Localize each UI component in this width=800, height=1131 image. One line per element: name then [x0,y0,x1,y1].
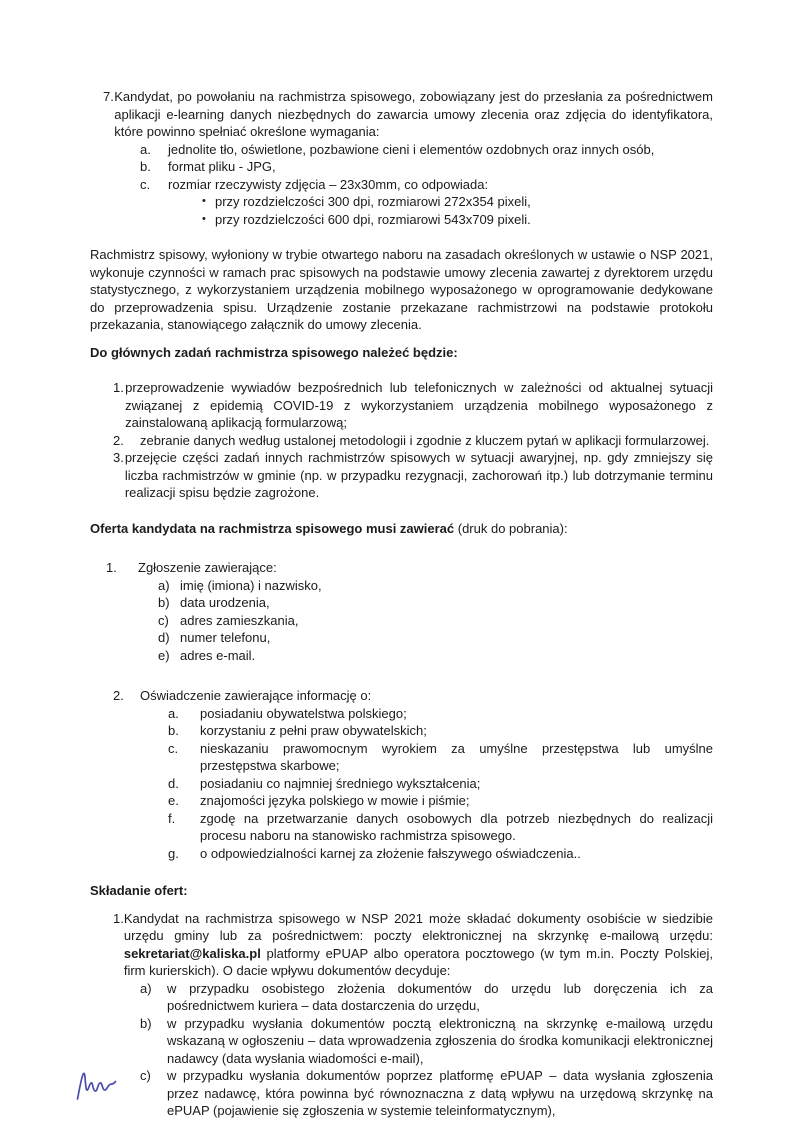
item-number: 1. [113,380,124,395]
item-label: a) [140,980,152,996]
item-text: w przypadku wysłania dokumentów pocztą elektroniczną na skrzynkę e-mailową urzędu wskazaną w ogłoszeniu – data wprowadzenia zgłoszenia do środka komunikacji elektronicznej nadawcy (data wysłania wiadomości e-mail), [167,1015,713,1066]
statement-item [90,705,713,723]
item-text: imię (imiona) i nazwisko, [180,577,322,593]
statement-item [90,845,713,863]
statement-title: Oświadczenie zawierające informację o: [140,688,372,703]
item-label: b. [140,159,151,174]
item-label: c) [158,612,169,628]
item-7-number: 7. [103,89,114,104]
statement-item [90,792,713,810]
statement-section [90,687,713,705]
item-7-text: Kandydat, po powołaniu na rachmistrza spisowego, zobowiązany jest do przesłania za pośrednictwem aplikacji e-learning danych niezbędnych do zawarcia umowy zlecenia oraz zdjęcia do identyfikatora, które powinno spełniać określone wymagania: [114,89,713,139]
item-number: 2. [113,688,124,703]
intro-paragraph: Rachmistrz spisowy, wyłoniony w trybie otwartego naboru na zasadach określonych w ustawie o NSP 2021, wykonuje czynności w ramach prac spisowych na podstawie umowy zlecenia zawartej z dyrektorem urzędu statystycznego, z wykorzystaniem urządzenia mobilnego wyposażonego w oprogramowanie dedykowane do przeprowadzenia spisu. Urządzenie zostanie przekazane rachmistrzowi na podstawie protokołu przekazania, stanowiącego załącznik do umowy zlecenia. [90,247,713,332]
photo-requirement-item [90,141,713,159]
statement-item [90,722,713,740]
item-text: jednolite tło, oświetlone, pozbawione cieni i elementów ozdobnych oraz innych osób, [168,141,655,157]
item-label: e. [168,793,179,808]
submission-text-before: Kandydat na rachmistrza spisowego w NSP 2021 może składać dokumenty osobiście w siedzibie urzędu gminy lub za pośrednictwem: poczty elektronicznej na skrzynkę e-mailową urzędu: [123,910,713,943]
item-label: e) [158,647,170,663]
item-label: g. [168,845,179,861]
application-item [90,629,713,647]
item-label: c) [140,1068,151,1083]
item-text: posiadaniu obywatelstwa polskiego; [200,705,407,721]
submission-subitem [90,1067,713,1120]
application-item [90,612,713,630]
application-item [90,594,713,612]
bullet-icon: • [202,195,206,207]
task-item [90,432,713,450]
item-label: a. [168,705,179,721]
item-number: 2. [113,432,124,448]
statement-item [90,775,713,793]
item-text: znajomości języka polskiego w mowie i piśmie; [200,793,470,808]
item-text: format pliku - JPG, [168,159,276,174]
application-item [90,577,713,595]
tasks-list [90,379,713,502]
task-item [90,449,713,502]
item-label: a) [158,577,170,593]
item-text: rozmiar rzeczywisty zdjęcia – 23x30mm, co odpowiada: [168,176,489,192]
item-label: c. [140,176,151,192]
bullet-text: przy rozdzielczości 300 dpi, rozmiarowi 272x354 pixeli, [215,194,531,209]
resolution-bullet [90,193,713,211]
submission-subitem [90,1015,713,1068]
item-label: a. [140,141,151,157]
item-text: przeprowadzenie wywiadów bezpośrednich lub telefonicznych w zależności od aktualnej sytuacji związanej z epidemią COVID-19 z wykorzystaniem urządzenia mobilnego wyposażonego z zainstalowaną aplikacją formularzową; [125,380,713,430]
submission-subitem [90,980,713,1015]
bullet-icon: • [202,212,206,225]
email-address: sekretariat@kaliska.pl [123,945,261,961]
statement-item [90,740,713,775]
submission-text-after: platformy ePUAP albo operatora pocztowego (w tym m.in. Poczty Polskiej, firm kurierskich). O dacie wpływu dokumentów decyduje: [123,945,713,978]
item-text: w przypadku wysłania dokumentów poprzez platformę ePUAP – data wysłania zgłoszenia przez nadawcę, która powinna być równoznaczna z datą wpływu na urzędową skrzynkę na ePUAP (pojawienie się zgłoszenia w systemie teleinformatycznym), [167,1068,713,1118]
photo-requirement-item [90,158,713,176]
bullet-text: przy rozdzielczości 600 dpi, rozmiarowi 543x709 pixeli. [215,211,531,227]
tasks-heading: Do głównych zadań rachmistrza spisowego należeć będzie: [90,344,458,360]
statement-item [90,810,713,845]
task-item [90,379,713,432]
item-text: numer telefonu, [180,630,271,645]
item-label: d) [158,630,170,645]
item-text: posiadaniu co najmniej średniego wykształcenia; [200,775,481,791]
application-item [90,647,713,665]
item-text: data urodzenia, [180,595,270,610]
signature-mark [74,1066,124,1104]
item-text: zgodę na przetwarzanie danych osobowych dla potrzeb niezbędnych do realizacji procesu naboru na stanowisko rachmistrza spisowego. [200,810,713,843]
item-text: adres zamieszkania, [180,612,299,628]
item-label: b) [140,1015,152,1031]
item-text: o odpowiedzialności karnej za złożenie fałszywego oświadczenia.. [200,845,581,861]
item-label: f. [168,810,176,826]
item-label: c. [168,740,179,756]
item-text: nieskazaniu prawomocnym wyrokiem za umyślne przestępstwa lub umyślne przestępstwa skarbowe; [200,740,713,773]
submission-item [90,910,713,980]
item-7 [90,88,713,141]
application-title: Zgłoszenie zawierające: [138,560,277,575]
item-text: korzystaniu z pełni praw obywatelskich; [200,723,427,738]
item-label: b) [158,595,170,610]
item-number: 3. [113,450,124,465]
item-number: 1. [106,560,117,575]
item-label: b. [168,723,179,738]
submission-heading: Składanie ofert: [90,883,188,898]
offer-heading-normal: (druk do pobrania): [454,520,568,536]
application-section [90,559,713,577]
submission-text [124,910,713,980]
offer-heading-bold: Oferta kandydata na rachmistrza spisowego musi zawierać [90,520,455,536]
offer-heading [90,520,713,538]
item-text: zebranie danych według ustalonej metodologii i zgodnie z kluczem pytań w aplikacji formularzowej. [140,432,710,448]
document-content [90,88,713,1120]
item-text: w przypadku osobistego złożenia dokumentów do urzędu lub doręczenia ich za pośrednictwem kuriera – data dostarczenia do urzędu, [167,980,713,1013]
item-text: adres e-mail. [180,647,256,663]
photo-requirement-item [90,176,713,194]
item-number: 1. [113,910,124,926]
item-label: d. [168,775,179,791]
resolution-bullet [90,211,713,229]
item-text: przejęcie części zadań innych rachmistrzów spisowych w sytuacji awaryjnej, np. gdy zmniejszy się liczba rachmistrzów w gminie (np. w przypadku rezygnacji, zachorowań itp.) lub dotrzymanie terminu realizacji spisu będzie zagrożone. [124,450,713,500]
